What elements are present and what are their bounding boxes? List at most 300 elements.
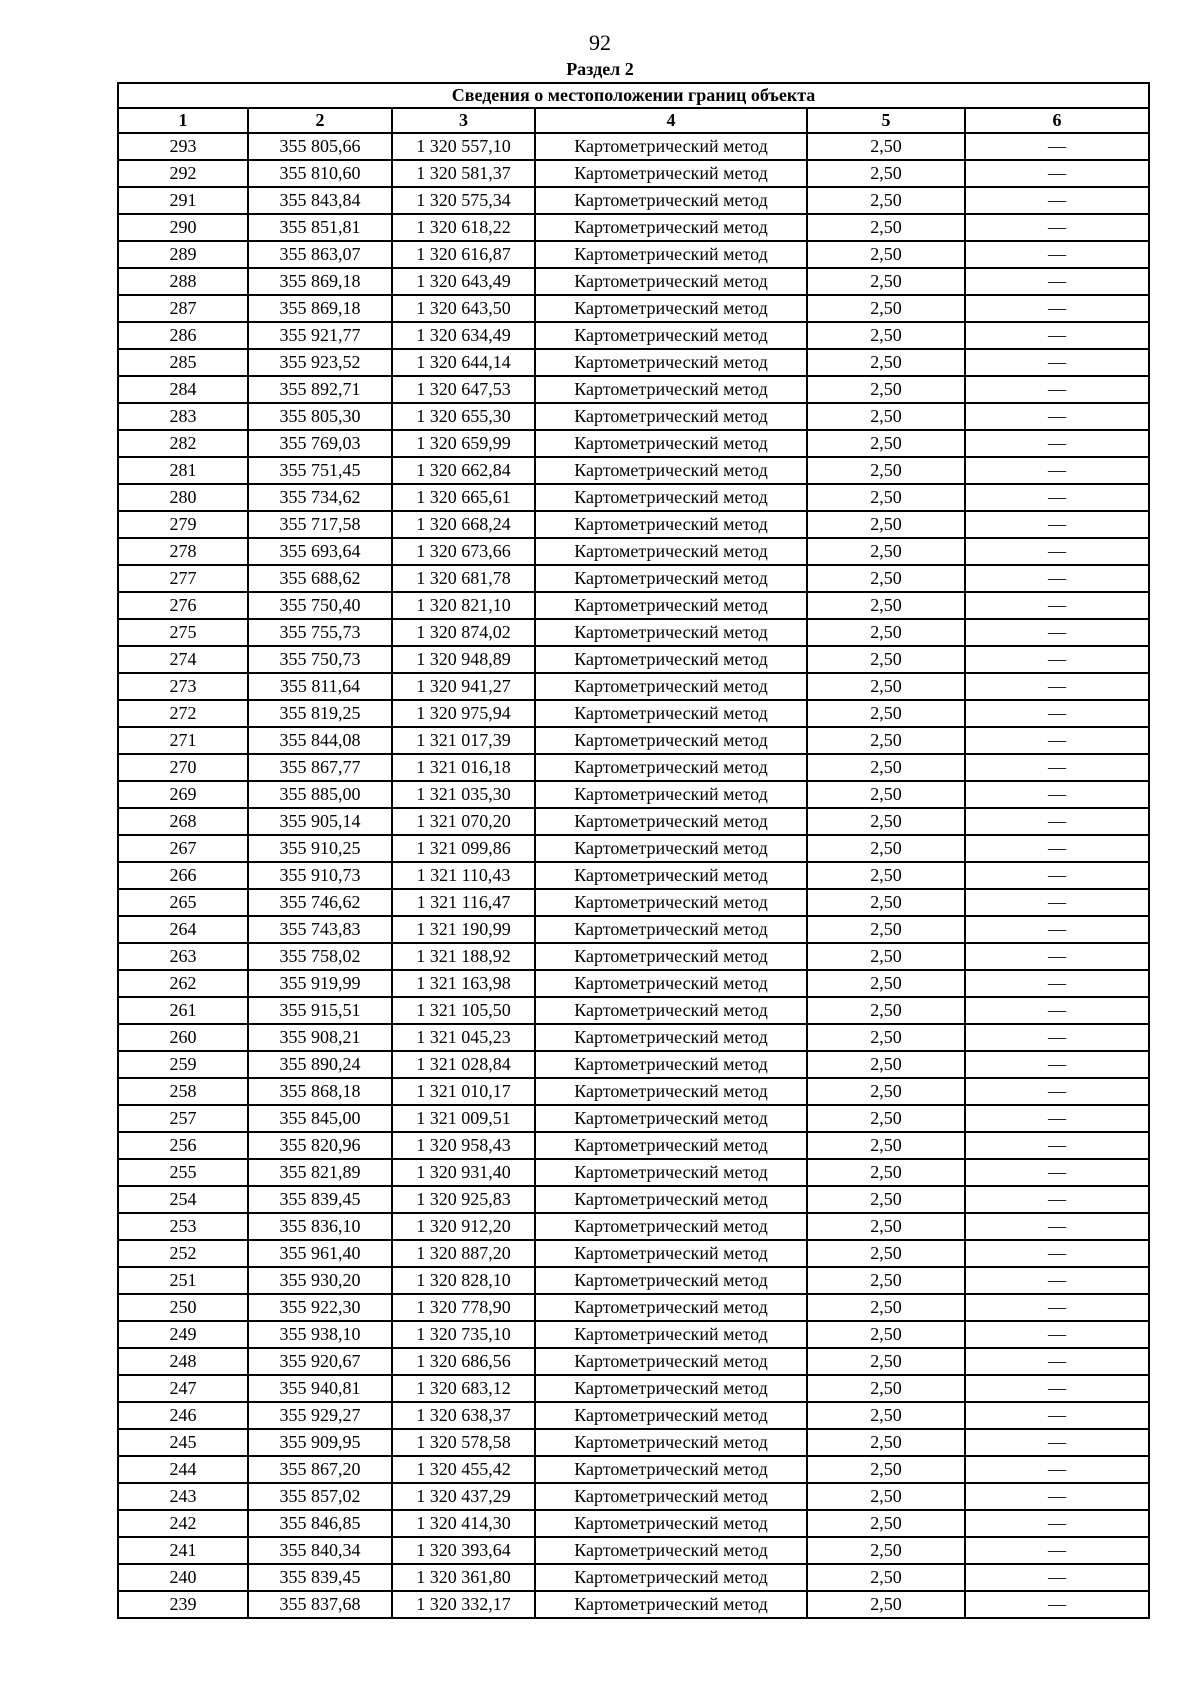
point-number-cell: 255 [118,1159,248,1186]
x-coordinate-cell: 355 910,73 [248,862,392,889]
x-coordinate-cell: 355 857,02 [248,1483,392,1510]
x-coordinate-cell: 355 693,64 [248,538,392,565]
y-coordinate-cell: 1 321 016,18 [392,754,535,781]
description-cell: — [965,187,1149,214]
table-row [118,1159,1149,1186]
table-row [118,943,1149,970]
table-row [118,970,1149,997]
x-coordinate-cell: 355 810,60 [248,160,392,187]
table-title: Сведения о местоположении границ объекта [118,83,1149,108]
table-row [118,511,1149,538]
accuracy-cell: 2,50 [807,1402,965,1429]
method-cell: Картометрический метод [535,1132,807,1159]
x-coordinate-cell: 355 840,34 [248,1537,392,1564]
accuracy-cell: 2,50 [807,565,965,592]
method-cell: Картометрический метод [535,673,807,700]
x-coordinate-cell: 355 892,71 [248,376,392,403]
x-coordinate-cell: 355 930,20 [248,1267,392,1294]
x-coordinate-cell: 355 908,21 [248,1024,392,1051]
y-coordinate-cell: 1 320 638,37 [392,1402,535,1429]
point-number-cell: 260 [118,1024,248,1051]
accuracy-cell: 2,50 [807,1348,965,1375]
description-cell: — [965,403,1149,430]
description-cell: — [965,214,1149,241]
table-row [118,1564,1149,1591]
point-number-cell: 252 [118,1240,248,1267]
point-number-cell: 288 [118,268,248,295]
description-cell: — [965,835,1149,862]
y-coordinate-cell: 1 320 643,50 [392,295,535,322]
table-row [118,619,1149,646]
point-number-cell: 281 [118,457,248,484]
description-cell: — [965,1240,1149,1267]
point-number-cell: 239 [118,1591,248,1618]
table-row [118,1375,1149,1402]
x-coordinate-cell: 355 717,58 [248,511,392,538]
point-number-cell: 277 [118,565,248,592]
point-number-cell: 280 [118,484,248,511]
y-coordinate-cell: 1 321 105,50 [392,997,535,1024]
description-cell: — [965,430,1149,457]
point-number-cell: 244 [118,1456,248,1483]
table-row [118,484,1149,511]
table-row [118,1213,1149,1240]
accuracy-cell: 2,50 [807,1375,965,1402]
x-coordinate-cell: 355 746,62 [248,889,392,916]
description-cell: — [965,1105,1149,1132]
point-number-cell: 268 [118,808,248,835]
accuracy-cell: 2,50 [807,376,965,403]
point-number-cell: 284 [118,376,248,403]
method-cell: Картометрический метод [535,889,807,916]
description-cell: — [965,1375,1149,1402]
point-number-cell: 274 [118,646,248,673]
point-number-cell: 257 [118,1105,248,1132]
method-cell: Картометрический метод [535,268,807,295]
description-cell: — [965,1456,1149,1483]
x-coordinate-cell: 355 843,84 [248,187,392,214]
x-coordinate-cell: 355 734,62 [248,484,392,511]
x-coordinate-cell: 355 867,20 [248,1456,392,1483]
table-row [118,1483,1149,1510]
x-coordinate-cell: 355 755,73 [248,619,392,646]
method-cell: Картометрический метод [535,1294,807,1321]
accuracy-cell: 2,50 [807,727,965,754]
point-number-cell: 261 [118,997,248,1024]
method-cell: Картометрический метод [535,322,807,349]
description-cell: — [965,565,1149,592]
table-row [118,322,1149,349]
point-number-cell: 258 [118,1078,248,1105]
description-cell: — [965,322,1149,349]
x-coordinate-cell: 355 688,62 [248,565,392,592]
x-coordinate-cell: 355 769,03 [248,430,392,457]
accuracy-cell: 2,50 [807,457,965,484]
point-number-cell: 263 [118,943,248,970]
table-row [118,1186,1149,1213]
accuracy-cell: 2,50 [807,160,965,187]
description-cell: — [965,133,1149,160]
accuracy-cell: 2,50 [807,1294,965,1321]
point-number-cell: 289 [118,241,248,268]
accuracy-cell: 2,50 [807,1510,965,1537]
y-coordinate-cell: 1 320 821,10 [392,592,535,619]
method-cell: Картометрический метод [535,1105,807,1132]
boundary-table-container [117,82,1148,1619]
accuracy-cell: 2,50 [807,214,965,241]
table-row [118,1348,1149,1375]
y-coordinate-cell: 1 320 616,87 [392,241,535,268]
method-cell: Картометрический метод [535,1537,807,1564]
method-cell: Картометрический метод [535,376,807,403]
method-cell: Картометрический метод [535,1483,807,1510]
y-coordinate-cell: 1 320 925,83 [392,1186,535,1213]
x-coordinate-cell: 355 758,02 [248,943,392,970]
method-cell: Картометрический метод [535,1456,807,1483]
point-number-cell: 267 [118,835,248,862]
description-cell: — [965,241,1149,268]
description-cell: — [965,1159,1149,1186]
table-row [118,1537,1149,1564]
x-coordinate-cell: 355 805,66 [248,133,392,160]
table-row [118,646,1149,673]
method-cell: Картометрический метод [535,1267,807,1294]
point-number-cell: 265 [118,889,248,916]
accuracy-cell: 2,50 [807,1564,965,1591]
accuracy-cell: 2,50 [807,808,965,835]
table-row [118,1510,1149,1537]
method-cell: Картометрический метод [535,1186,807,1213]
y-coordinate-cell: 1 321 099,86 [392,835,535,862]
x-coordinate-cell: 355 922,30 [248,1294,392,1321]
y-coordinate-cell: 1 320 634,49 [392,322,535,349]
accuracy-cell: 2,50 [807,484,965,511]
x-coordinate-cell: 355 811,64 [248,673,392,700]
method-cell: Картометрический метод [535,916,807,943]
accuracy-cell: 2,50 [807,268,965,295]
table-row [118,835,1149,862]
y-coordinate-cell: 1 321 188,92 [392,943,535,970]
point-number-cell: 269 [118,781,248,808]
accuracy-cell: 2,50 [807,1240,965,1267]
y-coordinate-cell: 1 321 163,98 [392,970,535,997]
point-number-cell: 243 [118,1483,248,1510]
description-cell: — [965,970,1149,997]
description-cell: — [965,673,1149,700]
point-number-cell: 240 [118,1564,248,1591]
table-row [118,376,1149,403]
x-coordinate-cell: 355 921,77 [248,322,392,349]
accuracy-cell: 2,50 [807,1159,965,1186]
x-coordinate-cell: 355 920,67 [248,1348,392,1375]
y-coordinate-cell: 1 320 975,94 [392,700,535,727]
method-cell: Картометрический метод [535,1321,807,1348]
y-coordinate-cell: 1 320 673,66 [392,538,535,565]
accuracy-cell: 2,50 [807,970,965,997]
method-cell: Картометрический метод [535,754,807,781]
y-coordinate-cell: 1 321 009,51 [392,1105,535,1132]
table-row [118,1402,1149,1429]
point-number-cell: 276 [118,592,248,619]
method-cell: Картометрический метод [535,1024,807,1051]
description-cell: — [965,592,1149,619]
y-coordinate-cell: 1 320 655,30 [392,403,535,430]
description-cell: — [965,511,1149,538]
y-coordinate-cell: 1 320 578,58 [392,1429,535,1456]
point-number-cell: 271 [118,727,248,754]
table-row [118,403,1149,430]
table-row [118,538,1149,565]
x-coordinate-cell: 355 837,68 [248,1591,392,1618]
y-coordinate-cell: 1 320 393,64 [392,1537,535,1564]
method-cell: Картометрический метод [535,1051,807,1078]
column-header: 3 [392,108,535,133]
table-row [118,430,1149,457]
y-coordinate-cell: 1 320 332,17 [392,1591,535,1618]
table-row [118,673,1149,700]
table-row [118,1456,1149,1483]
y-coordinate-cell: 1 320 668,24 [392,511,535,538]
accuracy-cell: 2,50 [807,1132,965,1159]
x-coordinate-cell: 355 890,24 [248,1051,392,1078]
y-coordinate-cell: 1 320 778,90 [392,1294,535,1321]
x-coordinate-cell: 355 839,45 [248,1186,392,1213]
description-cell: — [965,1078,1149,1105]
description-cell: — [965,916,1149,943]
column-header: 5 [807,108,965,133]
point-number-cell: 245 [118,1429,248,1456]
accuracy-cell: 2,50 [807,1105,965,1132]
accuracy-cell: 2,50 [807,295,965,322]
method-cell: Картометрический метод [535,1375,807,1402]
y-coordinate-cell: 1 320 874,02 [392,619,535,646]
table-row [118,1051,1149,1078]
x-coordinate-cell: 355 923,52 [248,349,392,376]
point-number-cell: 256 [118,1132,248,1159]
x-coordinate-cell: 355 820,96 [248,1132,392,1159]
description-cell: — [965,997,1149,1024]
table-row [118,781,1149,808]
description-cell: — [965,862,1149,889]
table-body [118,133,1149,1618]
y-coordinate-cell: 1 321 035,30 [392,781,535,808]
table-row [118,1591,1149,1618]
table-row [118,187,1149,214]
y-coordinate-cell: 1 320 681,78 [392,565,535,592]
method-cell: Картометрический метод [535,1429,807,1456]
x-coordinate-cell: 355 836,10 [248,1213,392,1240]
description-cell: — [965,754,1149,781]
description-cell: — [965,1510,1149,1537]
description-cell: — [965,376,1149,403]
point-number-cell: 248 [118,1348,248,1375]
y-coordinate-cell: 1 320 931,40 [392,1159,535,1186]
method-cell: Картометрический метод [535,646,807,673]
description-cell: — [965,1294,1149,1321]
table-row [118,1321,1149,1348]
description-cell: — [965,808,1149,835]
table-row [118,916,1149,943]
accuracy-cell: 2,50 [807,1429,965,1456]
point-number-cell: 249 [118,1321,248,1348]
x-coordinate-cell: 355 929,27 [248,1402,392,1429]
table-row [118,889,1149,916]
method-cell: Картометрический метод [535,457,807,484]
point-number-cell: 250 [118,1294,248,1321]
x-coordinate-cell: 355 869,18 [248,268,392,295]
accuracy-cell: 2,50 [807,943,965,970]
point-number-cell: 266 [118,862,248,889]
method-cell: Картометрический метод [535,781,807,808]
y-coordinate-cell: 1 320 581,37 [392,160,535,187]
description-cell: — [965,160,1149,187]
description-cell: — [965,646,1149,673]
accuracy-cell: 2,50 [807,1483,965,1510]
table-row [118,862,1149,889]
y-coordinate-cell: 1 320 686,56 [392,1348,535,1375]
table-row [118,133,1149,160]
table-row [118,1294,1149,1321]
table-row [118,349,1149,376]
y-coordinate-cell: 1 320 659,99 [392,430,535,457]
method-cell: Картометрический метод [535,1240,807,1267]
accuracy-cell: 2,50 [807,1213,965,1240]
y-coordinate-cell: 1 320 437,29 [392,1483,535,1510]
accuracy-cell: 2,50 [807,862,965,889]
x-coordinate-cell: 355 915,51 [248,997,392,1024]
description-cell: — [965,295,1149,322]
accuracy-cell: 2,50 [807,835,965,862]
method-cell: Картометрический метод [535,1510,807,1537]
method-cell: Картометрический метод [535,970,807,997]
method-cell: Картометрический метод [535,943,807,970]
method-cell: Картометрический метод [535,133,807,160]
table-row [118,1024,1149,1051]
accuracy-cell: 2,50 [807,619,965,646]
description-cell: — [965,1537,1149,1564]
y-coordinate-cell: 1 320 912,20 [392,1213,535,1240]
point-number-cell: 251 [118,1267,248,1294]
x-coordinate-cell: 355 819,25 [248,700,392,727]
method-cell: Картометрический метод [535,484,807,511]
y-coordinate-cell: 1 320 414,30 [392,1510,535,1537]
method-cell: Картометрический метод [535,808,807,835]
method-cell: Картометрический метод [535,187,807,214]
table-row [118,1240,1149,1267]
method-cell: Картометрический метод [535,727,807,754]
table-row [118,700,1149,727]
y-coordinate-cell: 1 321 110,43 [392,862,535,889]
method-cell: Картометрический метод [535,538,807,565]
accuracy-cell: 2,50 [807,322,965,349]
table-row [118,1429,1149,1456]
point-number-cell: 293 [118,133,248,160]
y-coordinate-cell: 1 320 887,20 [392,1240,535,1267]
method-cell: Картометрический метод [535,241,807,268]
accuracy-cell: 2,50 [807,187,965,214]
description-cell: — [965,700,1149,727]
x-coordinate-cell: 355 909,95 [248,1429,392,1456]
accuracy-cell: 2,50 [807,1456,965,1483]
y-coordinate-cell: 1 320 665,61 [392,484,535,511]
table-row [118,1267,1149,1294]
y-coordinate-cell: 1 320 941,27 [392,673,535,700]
point-number-cell: 262 [118,970,248,997]
y-coordinate-cell: 1 320 643,49 [392,268,535,295]
method-cell: Картометрический метод [535,835,807,862]
method-cell: Картометрический метод [535,619,807,646]
x-coordinate-cell: 355 845,00 [248,1105,392,1132]
point-number-cell: 272 [118,700,248,727]
y-coordinate-cell: 1 321 010,17 [392,1078,535,1105]
column-header: 6 [965,108,1149,133]
method-cell: Картометрический метод [535,997,807,1024]
description-cell: — [965,484,1149,511]
point-number-cell: 246 [118,1402,248,1429]
accuracy-cell: 2,50 [807,592,965,619]
description-cell: — [965,889,1149,916]
accuracy-cell: 2,50 [807,1051,965,1078]
accuracy-cell: 2,50 [807,646,965,673]
description-cell: — [965,943,1149,970]
y-coordinate-cell: 1 320 455,42 [392,1456,535,1483]
y-coordinate-cell: 1 320 644,14 [392,349,535,376]
description-cell: — [965,1024,1149,1051]
x-coordinate-cell: 355 940,81 [248,1375,392,1402]
method-cell: Картометрический метод [535,1591,807,1618]
description-cell: — [965,1429,1149,1456]
accuracy-cell: 2,50 [807,241,965,268]
accuracy-cell: 2,50 [807,889,965,916]
accuracy-cell: 2,50 [807,1186,965,1213]
point-number-cell: 292 [118,160,248,187]
y-coordinate-cell: 1 320 618,22 [392,214,535,241]
method-cell: Картометрический метод [535,430,807,457]
description-cell: — [965,1267,1149,1294]
accuracy-cell: 2,50 [807,511,965,538]
table-row [118,268,1149,295]
y-coordinate-cell: 1 320 683,12 [392,1375,535,1402]
point-number-cell: 278 [118,538,248,565]
accuracy-cell: 2,50 [807,1321,965,1348]
point-number-cell: 283 [118,403,248,430]
description-cell: — [965,268,1149,295]
y-coordinate-cell: 1 320 735,10 [392,1321,535,1348]
accuracy-cell: 2,50 [807,403,965,430]
description-cell: — [965,1402,1149,1429]
boundary-coordinates-table [117,82,1150,1619]
table-row [118,727,1149,754]
method-cell: Картометрический метод [535,511,807,538]
description-cell: — [965,1591,1149,1618]
method-cell: Картометрический метод [535,1348,807,1375]
method-cell: Картометрический метод [535,214,807,241]
x-coordinate-cell: 355 750,40 [248,592,392,619]
description-cell: — [965,1348,1149,1375]
point-number-cell: 270 [118,754,248,781]
method-cell: Картометрический метод [535,1078,807,1105]
x-coordinate-cell: 355 867,77 [248,754,392,781]
table-row [118,808,1149,835]
accuracy-cell: 2,50 [807,916,965,943]
description-cell: — [965,1132,1149,1159]
x-coordinate-cell: 355 868,18 [248,1078,392,1105]
method-cell: Картометрический метод [535,1213,807,1240]
accuracy-cell: 2,50 [807,1078,965,1105]
table-row [118,241,1149,268]
table-row [118,1132,1149,1159]
x-coordinate-cell: 355 821,89 [248,1159,392,1186]
